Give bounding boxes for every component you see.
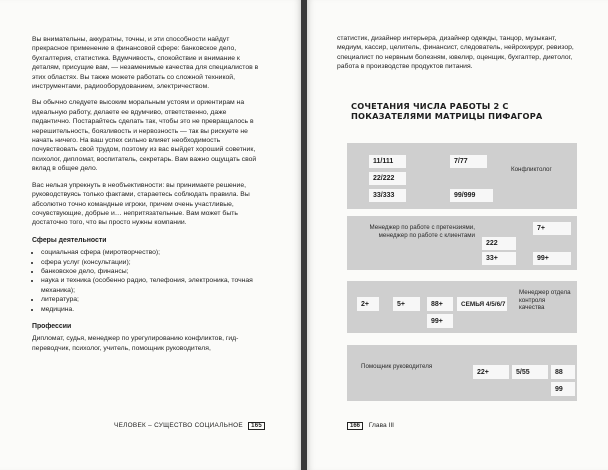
matrix-cell: 22/222 <box>369 172 406 185</box>
matrix-cell: 5+ <box>393 297 420 311</box>
section-heading: СОЧЕТАНИЯ ЧИСЛА РАБОТЫ 2 С ПОКАЗАТЕЛЯМИ МАТРИЦЫ ПИФАГОРА <box>351 101 543 121</box>
page-number: 166 <box>347 422 363 430</box>
paragraph: статистик, дизайнер интерьера, дизайнер одежды, танцор, музыкант, медиум, кассир, целитель, финансист, следователь, нейрохирург, ревизор, специалист по нервным болезням, ювелир, оценщик, бухгалтер, диетолог, работа в производстве продуктов питания. <box>337 35 574 71</box>
professions-text: Дипломат, судья, менеджер по урегулированию конфликтов, гид-переводчик, психолог, учитель, помощник руководителя, <box>32 335 239 352</box>
paragraph: Вы обычно следуете высоким моральным устоям и ориентирам на идеальную работу, делаете ее вдумчиво, ответственно, даже педантично. Постарайтесь сделать так, чтобы это не превращалось в нерешительность, боязливость и нервозность — так вы рискуете не начать ничего. На ваш успех сильно влияет необходимость почувствовать свой трудом, поэтому из вас выйдет хороший советник, психолог, дипломат, воспитатель, секретарь. Вам важно ощущать свой вклад в общее дело. <box>32 99 257 173</box>
right-page <box>307 0 608 470</box>
matrix-cell: 5/55 <box>512 365 548 379</box>
matrix-cell: 99+ <box>427 314 453 328</box>
page-number: 165 <box>248 422 265 430</box>
profession-note: Конфликтолог <box>511 166 552 173</box>
left-page <box>0 0 301 470</box>
matrix-cell: 99+ <box>533 252 571 265</box>
left-body <box>32 35 264 360</box>
matrix-cell: 2+ <box>357 297 379 311</box>
list-item: • наука и техника (особенно радио, телефония, электроника, точная механика); <box>41 276 264 295</box>
spheres-list <box>32 248 264 314</box>
list-item: • медицина. <box>41 305 264 314</box>
footer-title: ЧЕЛОВЕК – СУЩЕСТВО СОЦИАЛЬНОЕ <box>114 422 243 429</box>
footer-title: Глава III <box>368 422 394 429</box>
matrix-cell: 88+ <box>427 297 453 311</box>
profession-note: Помощник руководителя <box>361 363 433 370</box>
spheres-heading: Сферы деятельности <box>32 236 107 244</box>
matrix-cell: 7/77 <box>450 155 487 168</box>
matrix-group <box>347 216 577 270</box>
list-item: • сфера услуг (консультации); <box>41 258 264 267</box>
matrix-group <box>347 345 577 401</box>
matrix-cell: 88 <box>551 365 575 379</box>
professions-heading: Профессии <box>32 322 72 330</box>
matrix-cell: СЕМЬЯ 4/5/6/7 <box>457 297 507 311</box>
list-item: • литература; <box>41 295 264 304</box>
matrix-cell: 99/999 <box>450 189 493 202</box>
matrix-cell: 11/111 <box>369 155 406 168</box>
matrix-cell: 22+ <box>473 365 509 379</box>
matrix-group <box>347 281 577 333</box>
profession-note: Менеджер по работе с претензиями, менеджер по работе с клиентами <box>369 224 475 239</box>
paragraph: Вас нельзя упрекнуть в необъективности: вы принимаете решение, руководствуясь только фактами, стараетесь соблюдать правила. Вы абсолютно точно командные игроки, причем очень участливые, сочувствующие, добрые и… непритязательные. Вам может быть достаточно того, что вы просто нужны компании. <box>32 181 250 227</box>
matrix-cell: 33+ <box>482 252 516 265</box>
matrix-cell: 33/333 <box>369 189 406 202</box>
list-item: • социальная сфера (миротворчество); <box>41 248 264 257</box>
paragraph: Вы внимательны, аккуратны, точны, и эти способности найдут прекрасное применение в финансовой сфере: банковское дело, бухгалтерия, статистика. Вдумчивость, спокойствие и внимание к деталям, присущие вам, — незаменимые качества для специалистов в этих областях. Вы также можете работать со сложной техникой, инструментами, радиооборудованием, электричеством. <box>32 36 259 91</box>
matrix-group <box>347 143 577 209</box>
profession-note: Менеджер отдела контроля качества <box>519 289 571 312</box>
matrix-cell: 7+ <box>533 222 571 235</box>
running-footer <box>347 422 394 430</box>
matrix-cell: 222 <box>482 237 516 250</box>
running-footer <box>0 422 265 430</box>
matrix-cell: 99 <box>551 382 575 396</box>
list-item: • банковское дело, финансы; <box>41 267 264 276</box>
right-top-text <box>337 34 583 72</box>
